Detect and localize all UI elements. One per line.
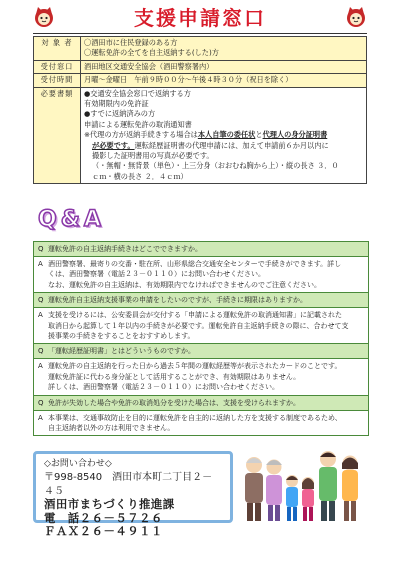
contact-box (33, 451, 233, 539)
row-value: 月曜～金曜日 午前９時００分～午後４時３０分（祝日を除く） (81, 74, 367, 87)
row-line: が必要です。運転経歴証明書の代理申請には、加えて申請前６か月以内に (92, 140, 329, 150)
row-line: 撮影した証明書用の写真が必要です。 (92, 151, 214, 161)
row-key: 必要書類 (34, 87, 81, 184)
table-row (34, 87, 367, 184)
row-line: 有効期限内の免許証 (84, 99, 149, 109)
row-line: ｃｍ・横の長さ ２．４ｃｍ） (92, 171, 188, 181)
title-divider (33, 33, 367, 34)
answer-2: A 支援を受けるには、公安委員会が交付する「申請による運転免許の取消通知書」に記載された 取消日から起算して１年以内の手続きが必要です。運転免許自主返納手続きの際に、合わせて支 援事業の手続きをすることをおすすめします。 (34, 308, 368, 344)
row-line: ●交通安全協会窓口で返納する方 (84, 88, 191, 98)
contact-heading: ◇お問い合わせ◇ (44, 459, 112, 469)
row-value (81, 37, 367, 61)
row-line: ●すでに返納済みの方 (84, 109, 156, 119)
qa-list (33, 241, 369, 436)
required-documents (81, 87, 367, 184)
family-illustration-icon (240, 437, 368, 527)
table-row (34, 74, 367, 87)
question-2: Q 運転免許自主返納支援事業の申請をしたいのですが、手続きに期限はありますか。 (34, 293, 368, 308)
row-key: 対 象 者 (34, 37, 81, 61)
answer-4: A 本事業は、交通事故防止を目的に運転免許を自主的に返納した方を支援する制度であるため、 自主返納者以外の方は利用できません。 (34, 411, 368, 436)
question-1: Q 運転免許の自主返納手続きはどこでできますか。 (34, 242, 368, 257)
table-row (34, 37, 367, 61)
answer-1: A 酒田警察署、最寄りの交番・駐在所、山形県総合交通安全センターで手続きができます。詳し くは、酒田警察署（電話２３－０１１０）にお問い合わせください。 なお、運転免許の自主返納は、有効期限内でなければできませんのでご注意ください。 (34, 257, 368, 293)
row-value: 酒田地区交通安全協会（酒田警察署内） (81, 60, 367, 73)
row-line: 〇酒田市に住民登録のある方 (84, 38, 178, 47)
support-info-table (33, 36, 367, 184)
row-line: （・無帽・無背景（単色）・上三分身（おおむね胸から上）・縦の長さ ３．０ (92, 161, 339, 171)
contact-phone: 電 話２６－５７２６ (44, 510, 163, 525)
contact-fax: ＦＡＸ２６－４９１１ (44, 524, 163, 539)
proxy-id-text: 代理人の身分証明書 (262, 130, 328, 140)
contact-department: 酒田市まちづくり推進課 (44, 497, 175, 512)
table-row (34, 60, 367, 73)
row-line: 申請による運転免許の取消通知書 (84, 119, 192, 129)
row-line: ※代理の方が返納手続きする場合は本人自筆の委任状と代理人の身分証明書 (84, 130, 328, 140)
page-title: 支援申請窓口 (134, 6, 266, 30)
row-key: 受付時間 (34, 74, 81, 87)
answer-3: A 運転免許の自主返納を行った日から過去５年間の運転経歴等が表示されたカードのことです。 運転免許証に代わる身分証として活用することができ、有効期限はありません。 詳しくは、酒田警察署（電話２３－０１１０）にお問い合わせください。 (34, 359, 368, 395)
proxy-letter-text: 本人自筆の委任状 (197, 130, 256, 140)
question-3: Q 「運転経歴証明書」とはどういうものですか。 (34, 344, 368, 359)
contact-address: 〒998-8540 酒田市本町二丁目２－４５ (44, 472, 213, 497)
qa-heading: Q&A (38, 207, 105, 232)
row-key: 受付窓口 (34, 60, 81, 73)
question-4: Q 免許が失効した場合や免許の取消処分を受けた場合は、支援を受けられますか。 (34, 396, 368, 411)
row-line: 〇運転免許の全てを自主返納する(した)方 (84, 48, 219, 58)
